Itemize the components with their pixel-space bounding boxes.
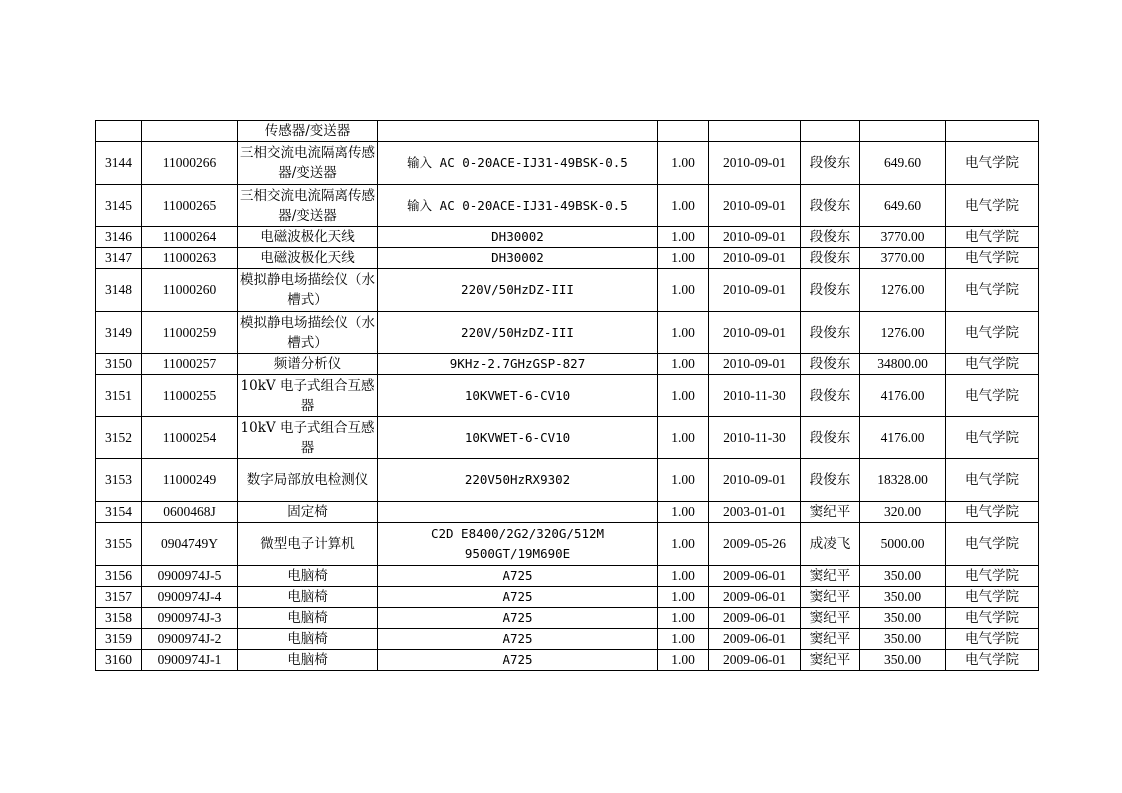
- row-number-cell: [96, 121, 142, 142]
- model-spec-cell: A725: [378, 587, 658, 608]
- equipment-name-cell: 10kV 电子式组合互感器: [238, 375, 378, 417]
- equipment-name-cell: 电脑椅: [238, 650, 378, 671]
- price-cell: 34800.00: [860, 354, 946, 375]
- model-spec-cell: 220V50HzRX9302: [378, 459, 658, 502]
- model-spec-cell: 10KVWET-6-CV10: [378, 375, 658, 417]
- table-row: [96, 142, 1039, 185]
- model-spec-cell: A725: [378, 566, 658, 587]
- row-number-cell: 3158: [96, 608, 142, 629]
- quantity-cell: 1.00: [658, 587, 709, 608]
- table-row: [96, 248, 1039, 269]
- row-number-cell: 3160: [96, 650, 142, 671]
- department-cell: 电气学院: [946, 312, 1039, 354]
- price-cell: 350.00: [860, 566, 946, 587]
- custodian-cell: 成凌飞: [801, 523, 860, 566]
- department-cell: 电气学院: [946, 185, 1039, 227]
- purchase-date-cell: 2009-05-26: [709, 523, 801, 566]
- table-row: [96, 650, 1039, 671]
- custodian-cell: 窦纪平: [801, 566, 860, 587]
- price-cell: 1276.00: [860, 312, 946, 354]
- table-row: [96, 523, 1039, 566]
- table-row: [96, 185, 1039, 227]
- custodian-cell: 窦纪平: [801, 502, 860, 523]
- row-number-cell: 3150: [96, 354, 142, 375]
- purchase-date-cell: 2009-06-01: [709, 566, 801, 587]
- department-cell: 电气学院: [946, 566, 1039, 587]
- quantity-cell: 1.00: [658, 523, 709, 566]
- price-cell: 5000.00: [860, 523, 946, 566]
- custodian-cell: 段俊东: [801, 248, 860, 269]
- purchase-date-cell: 2010-09-01: [709, 227, 801, 248]
- equipment-name-cell: 固定椅: [238, 502, 378, 523]
- purchase-date-cell: 2010-09-01: [709, 142, 801, 185]
- department-cell: 电气学院: [946, 459, 1039, 502]
- price-cell: 350.00: [860, 650, 946, 671]
- price-cell: 3770.00: [860, 248, 946, 269]
- model-spec-cell: 10KVWET-6-CV10: [378, 417, 658, 459]
- asset-code-cell: 11000264: [142, 227, 238, 248]
- equipment-name-cell: 电脑椅: [238, 608, 378, 629]
- equipment-name-cell: 电脑椅: [238, 566, 378, 587]
- asset-code-cell: 0904749Y: [142, 523, 238, 566]
- custodian-cell: 段俊东: [801, 312, 860, 354]
- table-row: [96, 566, 1039, 587]
- equipment-table: [95, 120, 1039, 671]
- row-number-cell: 3151: [96, 375, 142, 417]
- quantity-cell: 1.00: [658, 227, 709, 248]
- custodian-cell: 窦纪平: [801, 608, 860, 629]
- quantity-cell: 1.00: [658, 566, 709, 587]
- custodian-cell: 窦纪平: [801, 587, 860, 608]
- quantity-cell: [658, 121, 709, 142]
- department-cell: 电气学院: [946, 608, 1039, 629]
- table-row: [96, 227, 1039, 248]
- row-number-cell: 3152: [96, 417, 142, 459]
- equipment-name-cell: 三相交流电流隔离传感器/变送器: [238, 185, 378, 227]
- model-spec-cell: 220V/50HzDZ-III: [378, 269, 658, 312]
- purchase-date-cell: 2010-09-01: [709, 312, 801, 354]
- purchase-date-cell: 2010-09-01: [709, 354, 801, 375]
- table-row: [96, 417, 1039, 459]
- table-row: [96, 502, 1039, 523]
- asset-code-cell: 0900974J-2: [142, 629, 238, 650]
- table-row: [96, 459, 1039, 502]
- custodian-cell: 段俊东: [801, 142, 860, 185]
- price-cell: 320.00: [860, 502, 946, 523]
- purchase-date-cell: 2010-11-30: [709, 375, 801, 417]
- row-number-cell: 3154: [96, 502, 142, 523]
- custodian-cell: 窦纪平: [801, 629, 860, 650]
- quantity-cell: 1.00: [658, 248, 709, 269]
- table-row: [96, 587, 1039, 608]
- equipment-name-cell: 10kV 电子式组合互感器: [238, 417, 378, 459]
- model-spec-cell: [378, 502, 658, 523]
- quantity-cell: 1.00: [658, 502, 709, 523]
- custodian-cell: 段俊东: [801, 459, 860, 502]
- row-number-cell: 3159: [96, 629, 142, 650]
- model-spec-cell: 9KHz-2.7GHzGSP-827: [378, 354, 658, 375]
- row-number-cell: 3157: [96, 587, 142, 608]
- department-cell: 电气学院: [946, 375, 1039, 417]
- custodian-cell: 段俊东: [801, 417, 860, 459]
- asset-code-cell: 11000254: [142, 417, 238, 459]
- custodian-cell: [801, 121, 860, 142]
- price-cell: 649.60: [860, 142, 946, 185]
- purchase-date-cell: 2003-01-01: [709, 502, 801, 523]
- model-spec-cell: A725: [378, 650, 658, 671]
- table-row: [96, 354, 1039, 375]
- price-cell: 350.00: [860, 608, 946, 629]
- equipment-name-cell: 传感器/变送器: [238, 121, 378, 142]
- department-cell: 电气学院: [946, 650, 1039, 671]
- equipment-name-cell: 电脑椅: [238, 629, 378, 650]
- department-cell: 电气学院: [946, 354, 1039, 375]
- department-cell: 电气学院: [946, 629, 1039, 650]
- row-number-cell: 3145: [96, 185, 142, 227]
- table-row: [96, 375, 1039, 417]
- department-cell: 电气学院: [946, 248, 1039, 269]
- purchase-date-cell: 2009-06-01: [709, 587, 801, 608]
- price-cell: 4176.00: [860, 417, 946, 459]
- row-number-cell: 3153: [96, 459, 142, 502]
- purchase-date-cell: 2010-09-01: [709, 185, 801, 227]
- price-cell: 350.00: [860, 587, 946, 608]
- custodian-cell: 段俊东: [801, 269, 860, 312]
- model-spec-cell: 输入 AC 0-20ACE-IJ31-49BSK-0.5: [378, 142, 658, 185]
- quantity-cell: 1.00: [658, 629, 709, 650]
- equipment-name-cell: 三相交流电流隔离传感器/变送器: [238, 142, 378, 185]
- department-cell: 电气学院: [946, 523, 1039, 566]
- model-spec-cell: A725: [378, 629, 658, 650]
- table-row: [96, 121, 1039, 142]
- price-cell: 649.60: [860, 185, 946, 227]
- price-cell: [860, 121, 946, 142]
- table-body: [96, 121, 1039, 671]
- quantity-cell: 1.00: [658, 650, 709, 671]
- model-spec-cell: DH30002: [378, 227, 658, 248]
- row-number-cell: 3144: [96, 142, 142, 185]
- equipment-name-cell: 电脑椅: [238, 587, 378, 608]
- custodian-cell: 段俊东: [801, 185, 860, 227]
- custodian-cell: 段俊东: [801, 227, 860, 248]
- equipment-name-cell: 电磁波极化天线: [238, 248, 378, 269]
- table-row: [96, 608, 1039, 629]
- quantity-cell: 1.00: [658, 608, 709, 629]
- model-spec-cell: 220V/50HzDZ-III: [378, 312, 658, 354]
- price-cell: 1276.00: [860, 269, 946, 312]
- department-cell: 电气学院: [946, 142, 1039, 185]
- department-cell: 电气学院: [946, 269, 1039, 312]
- asset-code-cell: [142, 121, 238, 142]
- model-spec-cell: [378, 121, 658, 142]
- equipment-name-cell: 微型电子计算机: [238, 523, 378, 566]
- model-spec-cell: 输入 AC 0-20ACE-IJ31-49BSK-0.5: [378, 185, 658, 227]
- quantity-cell: 1.00: [658, 269, 709, 312]
- purchase-date-cell: [709, 121, 801, 142]
- table-row: [96, 629, 1039, 650]
- row-number-cell: 3147: [96, 248, 142, 269]
- department-cell: 电气学院: [946, 227, 1039, 248]
- department-cell: [946, 121, 1039, 142]
- purchase-date-cell: 2009-06-01: [709, 650, 801, 671]
- asset-code-cell: 0900974J-5: [142, 566, 238, 587]
- asset-code-cell: 0900974J-4: [142, 587, 238, 608]
- table-row: [96, 312, 1039, 354]
- price-cell: 4176.00: [860, 375, 946, 417]
- purchase-date-cell: 2009-06-01: [709, 608, 801, 629]
- price-cell: 3770.00: [860, 227, 946, 248]
- asset-code-cell: 11000265: [142, 185, 238, 227]
- custodian-cell: 段俊东: [801, 375, 860, 417]
- model-spec-cell: C2D E8400/2G2/320G/512M 9500GT/19M690E: [378, 523, 658, 566]
- asset-code-cell: 0600468J: [142, 502, 238, 523]
- model-spec-cell: A725: [378, 608, 658, 629]
- custodian-cell: 窦纪平: [801, 650, 860, 671]
- asset-code-cell: 11000255: [142, 375, 238, 417]
- department-cell: 电气学院: [946, 587, 1039, 608]
- equipment-name-cell: 模拟静电场描绘仪（水槽式）: [238, 269, 378, 312]
- price-cell: 350.00: [860, 629, 946, 650]
- equipment-name-cell: 模拟静电场描绘仪（水槽式）: [238, 312, 378, 354]
- department-cell: 电气学院: [946, 417, 1039, 459]
- row-number-cell: 3146: [96, 227, 142, 248]
- row-number-cell: 3148: [96, 269, 142, 312]
- model-spec-cell: DH30002: [378, 248, 658, 269]
- asset-code-cell: 11000259: [142, 312, 238, 354]
- quantity-cell: 1.00: [658, 459, 709, 502]
- row-number-cell: 3155: [96, 523, 142, 566]
- purchase-date-cell: 2010-09-01: [709, 248, 801, 269]
- asset-code-cell: 0900974J-3: [142, 608, 238, 629]
- asset-code-cell: 11000249: [142, 459, 238, 502]
- asset-code-cell: 11000266: [142, 142, 238, 185]
- custodian-cell: 段俊东: [801, 354, 860, 375]
- equipment-name-cell: 数字局部放电检测仪: [238, 459, 378, 502]
- equipment-name-cell: 频谱分析仪: [238, 354, 378, 375]
- quantity-cell: 1.00: [658, 354, 709, 375]
- equipment-name-cell: 电磁波极化天线: [238, 227, 378, 248]
- purchase-date-cell: 2010-11-30: [709, 417, 801, 459]
- row-number-cell: 3149: [96, 312, 142, 354]
- quantity-cell: 1.00: [658, 185, 709, 227]
- asset-code-cell: 11000260: [142, 269, 238, 312]
- table-row: [96, 269, 1039, 312]
- purchase-date-cell: 2010-09-01: [709, 459, 801, 502]
- quantity-cell: 1.00: [658, 417, 709, 459]
- asset-code-cell: 11000257: [142, 354, 238, 375]
- purchase-date-cell: 2010-09-01: [709, 269, 801, 312]
- department-cell: 电气学院: [946, 502, 1039, 523]
- quantity-cell: 1.00: [658, 312, 709, 354]
- row-number-cell: 3156: [96, 566, 142, 587]
- purchase-date-cell: 2009-06-01: [709, 629, 801, 650]
- price-cell: 18328.00: [860, 459, 946, 502]
- asset-code-cell: 11000263: [142, 248, 238, 269]
- quantity-cell: 1.00: [658, 375, 709, 417]
- asset-code-cell: 0900974J-1: [142, 650, 238, 671]
- quantity-cell: 1.00: [658, 142, 709, 185]
